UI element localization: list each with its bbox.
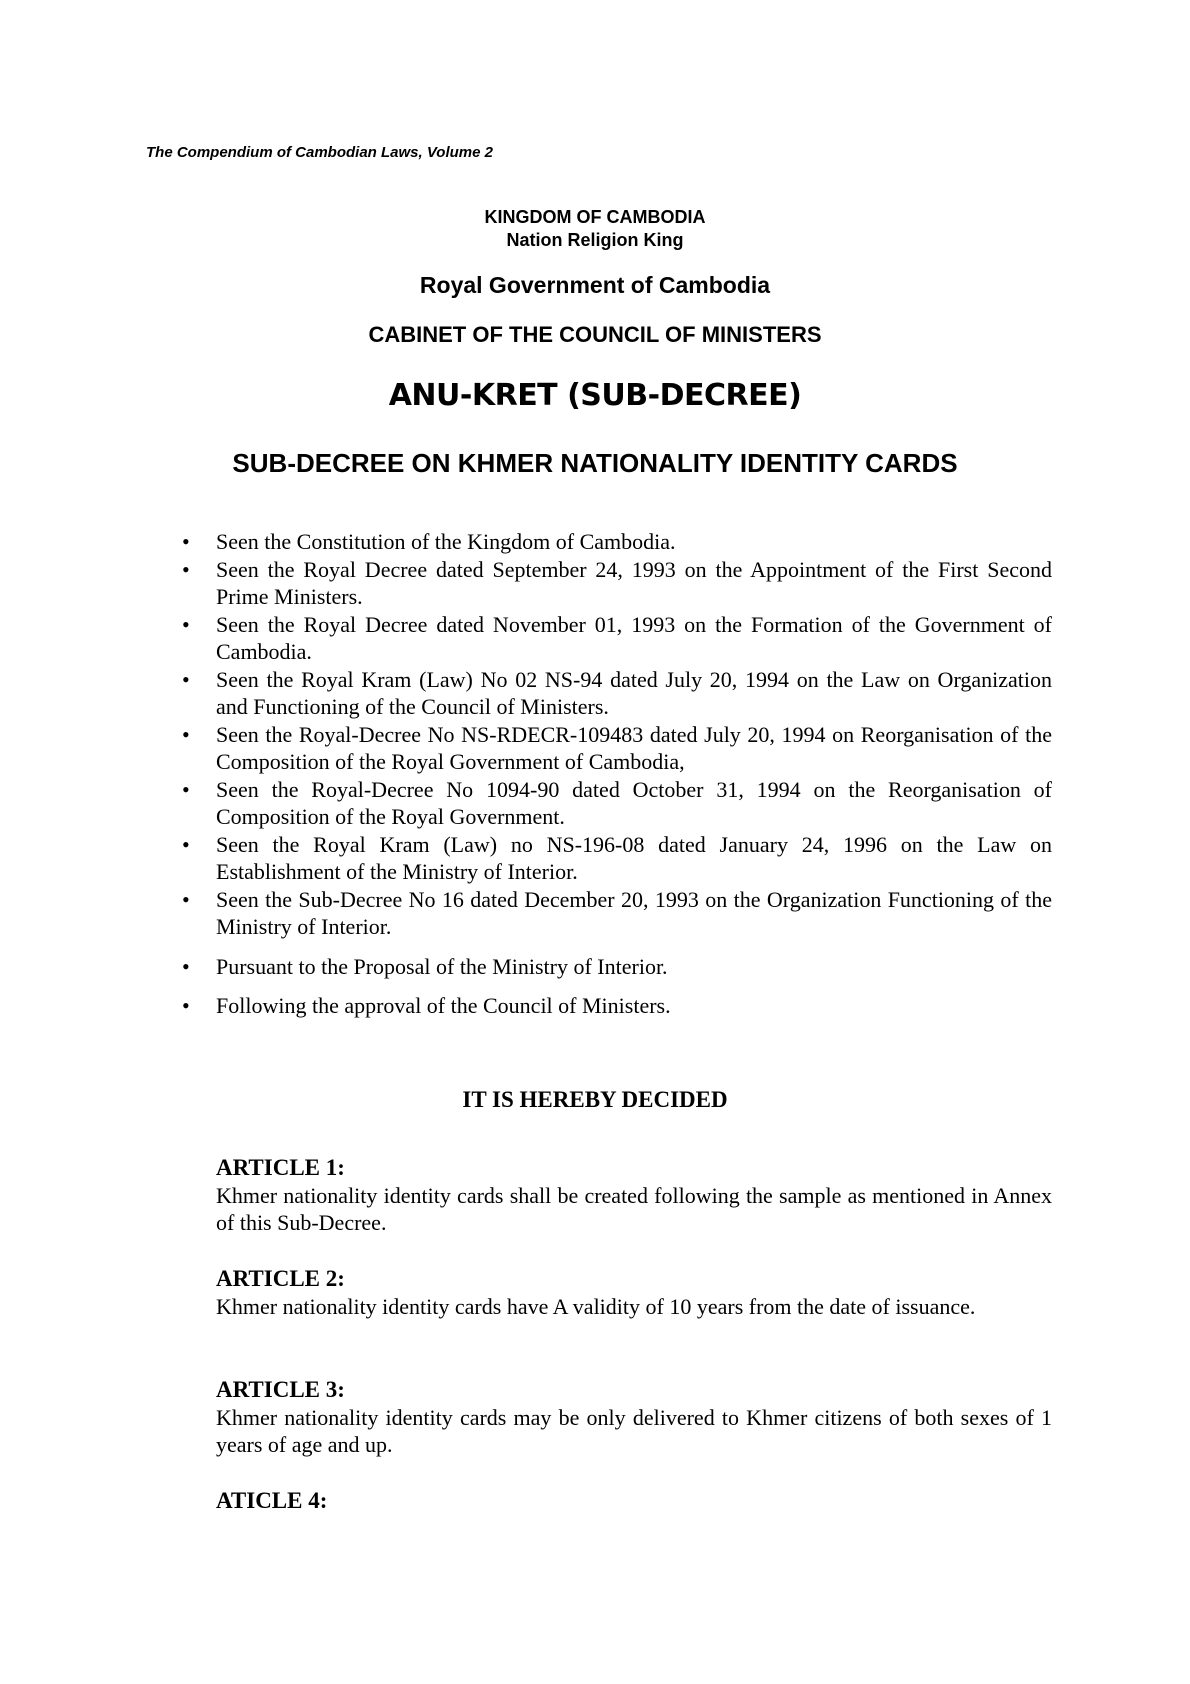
list-item: • Seen the Royal-Decree No 1094-90 dated October 31, 1994 on the Reorganisation of Composition of the Royal Government. xyxy=(176,776,1052,831)
list-item: • Pursuant to the Proposal of the Ministry of Interior. xyxy=(176,953,1052,981)
list-item: • Seen the Royal Decree dated September 24, 1993 on the Appointment of the First Second Prime Ministers. xyxy=(176,556,1052,611)
article-heading: ARTICLE 3: xyxy=(216,1377,345,1402)
running-header: The Compendium of Cambodian Laws, Volume 2 xyxy=(146,144,493,161)
article-text: Khmer nationality identity cards have A validity of 10 years from the date of issuance. xyxy=(216,1293,976,1319)
kingdom-heading: KINGDOM OF CAMBODIA xyxy=(484,207,706,227)
list-item: • Seen the Royal Kram (Law) no NS-196-08 dated January 24, 1996 on the Law on Establishment of the Ministry of Interior. xyxy=(176,831,1052,886)
article-heading: ARTICLE 2: xyxy=(216,1266,345,1291)
article-4 xyxy=(216,1487,1052,1515)
preamble-list xyxy=(176,528,1052,1020)
document-title: SUB-DECREE ON KHMER NATIONALITY IDENTITY CARDS xyxy=(232,448,958,478)
list-item: • Seen the Constitution of the Kingdom of Cambodia. xyxy=(176,528,1052,556)
list-item: • Seen the Royal Decree dated November 01, 1993 on the Formation of the Government of Cambodia. xyxy=(176,611,1052,666)
anukret-heading: ANU-KRET (SUB-DECREE) xyxy=(388,378,802,413)
article-heading: ARTICLE 1: xyxy=(216,1155,345,1180)
decided-heading: IT IS HEREBY DECIDED xyxy=(462,1087,728,1112)
article-text: Khmer nationality identity cards may be only delivered to Khmer citizens of both sexes of 1 years of age and up. xyxy=(216,1404,1052,1457)
article-heading: ATICLE 4: xyxy=(216,1488,328,1513)
article-1 xyxy=(216,1154,1052,1237)
government-heading: Royal Government of Cambodia xyxy=(419,272,771,298)
list-item: • Seen the Royal Kram (Law) No 02 NS-94 dated July 20, 1994 on the Law on Organization and Functioning of the Council of Ministers. xyxy=(176,666,1052,721)
article-text: Khmer nationality identity cards shall be created following the sample as mentioned in Annex of this Sub-Decree. xyxy=(216,1182,1052,1235)
list-item: • Seen the Sub-Decree No 16 dated December 20, 1993 on the Organization Functioning of the Ministry of Interior. xyxy=(176,886,1052,941)
list-item: • Following the approval of the Council of Ministers. xyxy=(176,992,1052,1020)
cabinet-heading: CABINET OF THE COUNCIL OF MINISTERS xyxy=(368,322,822,347)
article-3 xyxy=(216,1376,1052,1459)
list-item: • Seen the Royal-Decree No NS-RDECR-109483 dated July 20, 1994 on Reorganisation of the Composition of the Royal Government of Cambodia, xyxy=(176,721,1052,776)
article-2 xyxy=(216,1265,1052,1320)
national-motto: Nation Religion King xyxy=(506,230,684,250)
